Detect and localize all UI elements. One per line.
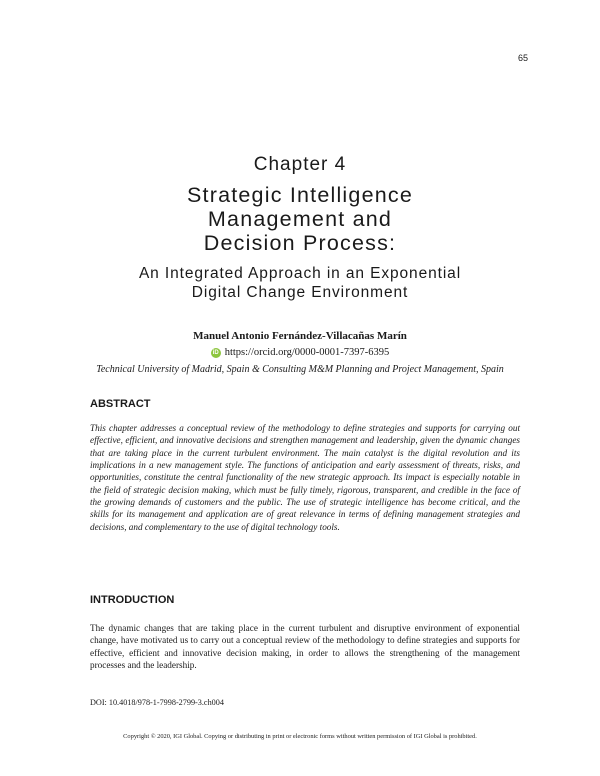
orcid-row <box>0 347 600 358</box>
title-line-3: Decision Process: <box>203 231 397 255</box>
subtitle-line-2: Digital Change Environment <box>191 284 409 301</box>
introduction-text <box>90 622 520 671</box>
title-line-2: Management and <box>207 207 393 231</box>
author-name: Manuel Antonio Fernández-Villacañas Marín <box>193 330 407 342</box>
abstract-text <box>90 422 520 533</box>
author-affiliation: Technical University of Madrid, Spain & Consulting M&M Planning and Project Management, Spain <box>96 364 504 375</box>
doi-line: DOI: 10.4018/978-1-7998-2799-3.ch004 <box>90 698 224 707</box>
copyright-notice: Copyright © 2020, IGI Global. Copying or distributing in print or electronic forms without written permission of IGI Global is prohibited. <box>123 733 477 740</box>
orcid-link[interactable]: https://orcid.org/0000-0001-7397-6395 <box>224 347 390 358</box>
chapter-title <box>0 183 600 255</box>
title-line-1: Strategic Intelligence <box>187 183 413 207</box>
chapter-label: Chapter 4 <box>253 154 347 175</box>
introduction-heading: INTRODUCTION <box>90 594 175 606</box>
subtitle-line-1: An Integrated Approach in an Exponential <box>138 265 462 282</box>
chapter-subtitle <box>0 264 600 302</box>
orcid-icon: iD <box>212 349 219 356</box>
introduction-paragraph: The dynamic changes that are taking place in the current turbulent and disruptive environment of exponential change, have motivated us to carry out a conceptual review of the methodology to define strategies and supports for effective, efficient and innovative decision making, in order to allows the strengthening of the management processes and the leadership. <box>90 623 520 671</box>
abstract-paragraph: This chapter addresses a conceptual review of the methodology to define strategies and supports for carrying out effective, efficient, and innovative decisions and strengthen management and leadership, given the dynamic changes that are taking place in the current turbulent environment. The main catalyst is the digital revolution and its implications in a new management style. The functions of anticipation and early assessment of threats, risks, and opportunities, constitute the central functionality of the new strategic approach. Its impact is especially notable in the field of strategic decision making, which must be fully timely, rigorous, transparent, and credible in the face of the growing demands of customers and the public. The use of strategic intelligence has become critical, and the skills for its management and application are of great relevance in terms of defining management strategies and decisions, and complementary to the use of digital technology tools. <box>90 423 520 532</box>
abstract-heading: ABSTRACT <box>90 398 151 410</box>
page-number: 65 <box>517 53 528 63</box>
